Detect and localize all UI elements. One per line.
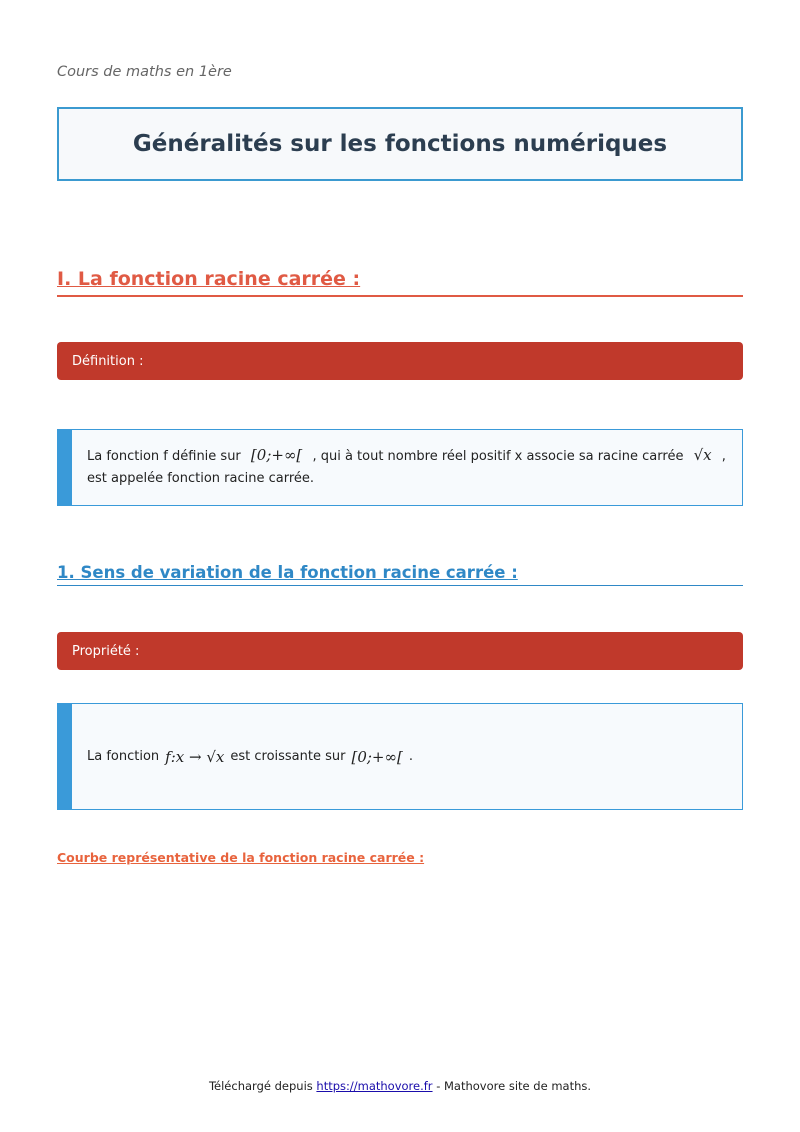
footer-prefix: Téléchargé depuis: [208, 1079, 313, 1093]
definition-text-a: La fonction f définie sur: [87, 449, 241, 464]
function-math: f:x → √x: [165, 747, 225, 766]
property-text-c: .: [408, 749, 413, 764]
course-subtitle: Cours de maths en 1ère: [57, 64, 232, 80]
sqrt-math: √x: [693, 446, 712, 464]
footer: [0, 1079, 800, 1093]
subsection-heading-1: 1. Sens de variation de la fonction racine carrée :: [57, 563, 743, 586]
definition-box: [57, 429, 743, 506]
footer-suffix: - Mathovore site de maths.: [436, 1079, 592, 1093]
property-text-b: est croissante sur: [230, 749, 346, 764]
property-interval-math: [0;+∞[: [351, 747, 403, 766]
page-title: Généralités sur les fonctions numériques: [132, 131, 668, 157]
definition-label: Définition :: [72, 353, 144, 369]
property-text-a: La fonction: [87, 749, 160, 764]
definition-text-c: ,: [721, 449, 726, 464]
curve-heading: Courbe représentative de la fonction racine carrée :: [57, 850, 425, 865]
interval-math: [0;+∞[: [250, 446, 303, 464]
property-banner: [57, 632, 743, 670]
section-heading-1: I. La fonction racine carrée :: [57, 268, 743, 297]
footer-link[interactable]: https://mathovore.fr: [316, 1079, 433, 1093]
property-box: [57, 703, 743, 810]
title-box: [57, 107, 743, 181]
property-label: Propriété :: [72, 643, 140, 659]
definition-text-b: , qui à tout nombre réel positif x associe sa racine carrée: [312, 449, 684, 464]
definition-text-d: est appelée fonction racine carrée.: [87, 471, 315, 486]
definition-banner: [57, 342, 743, 380]
